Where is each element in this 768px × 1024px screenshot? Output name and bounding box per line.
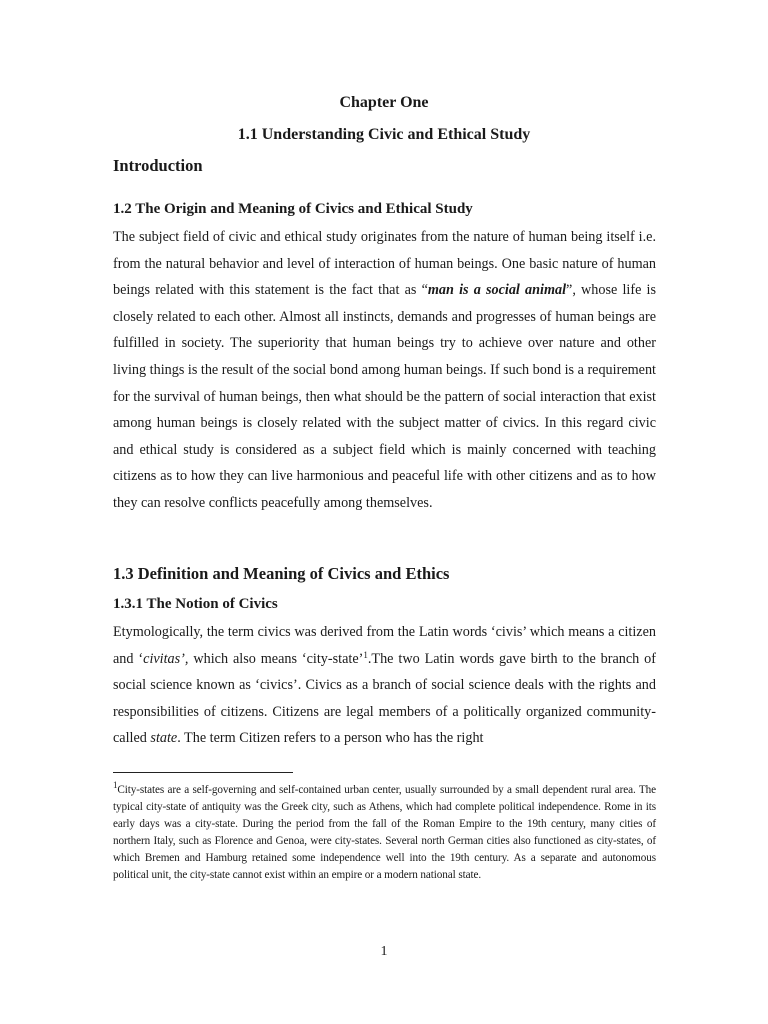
term-civitas: civitas’, — [143, 650, 189, 667]
paragraph-civics-text-4: . The term Citizen refers to a person who has the right — [177, 730, 484, 747]
paragraph-civics-text-1: Etymologically, the term civics was derived from the Latin words ‘civis’ which means a citizen and ‘ — [113, 624, 656, 667]
footnote-reference[interactable]: 1 — [363, 649, 368, 660]
footnote-divider — [113, 772, 293, 773]
section-heading-1-2: 1.2 The Origin and Meaning of Civics and Ethical Study — [113, 201, 473, 217]
paragraph-origin-text-1: The subject field of civic and ethical study originates from the nature of human being itself i.e. from the natural behavior and level of interaction of human beings. One basic nature of human beings related with this statement is the fact that as “ — [113, 229, 656, 299]
paragraph-civics-text-3: .The two Latin words gave birth to the branch of social science known as ‘civics’. Civics as a branch of social science deals with the rights and responsibilities of citizens. Citizens are legal members of a politically organized community- called — [113, 650, 657, 747]
section-heading-1-3-1: 1.3.1 The Notion of Civics — [113, 596, 278, 612]
paragraph-origin-text-2: ”, whose life is closely related to each other. Almost all instincts, demands and progresses of human beings are fulfilled in society. The superiority that human beings try to achieve over nature and other living things is the result of the social bond among human beings. If such bond is a requirement for the survival of human beings, then what should be the pattern of social interaction that exist among human beings is closely related with the subject matter of civics. In this regard civic and ethical study is considered as a subject field which is mainly concerned with teaching citizens as to how they can live harmonious and peaceful life with other citizens and as to how they can resolve conflicts peacefully among themselves. — [113, 282, 657, 511]
emphasis-social-animal: man is a social animal — [427, 282, 567, 299]
paragraph-civics-text-2: which also means ‘city-state’ — [188, 650, 364, 667]
footnote — [113, 782, 656, 884]
paragraph-civics — [113, 619, 656, 752]
introduction-heading: Introduction — [113, 156, 203, 175]
footnote-text: City-states are a self-governing and self-contained urban center, usually surrounded by a small dependent rural area. The typical city-state of antiquity was the Greek city, such as Athens, which had complete political independence. Rome in its early days was a city-state. During the period from the fall of the Roman Empire to the 19th century, many cities of northern Italy, such as Florence and Genoa, were city-states. Several north German cities also functioned as city-states, of which Bremen and Hamburg retained some independence well into the 19th century. As a separate and autonomous political unit, the city-state cannot exist within an empire or a modern national state. — [113, 784, 656, 881]
chapter-title: Chapter One — [339, 94, 429, 111]
footnote-marker: 1 — [113, 780, 118, 790]
section-title-1-1: 1.1 Understanding Civic and Ethical Study — [237, 126, 531, 143]
paragraph-origin — [113, 224, 656, 517]
page-number: 1 — [380, 944, 388, 959]
section-heading-1-3: 1.3 Definition and Meaning of Civics and Ethics — [113, 564, 450, 583]
term-state: state — [150, 730, 178, 747]
